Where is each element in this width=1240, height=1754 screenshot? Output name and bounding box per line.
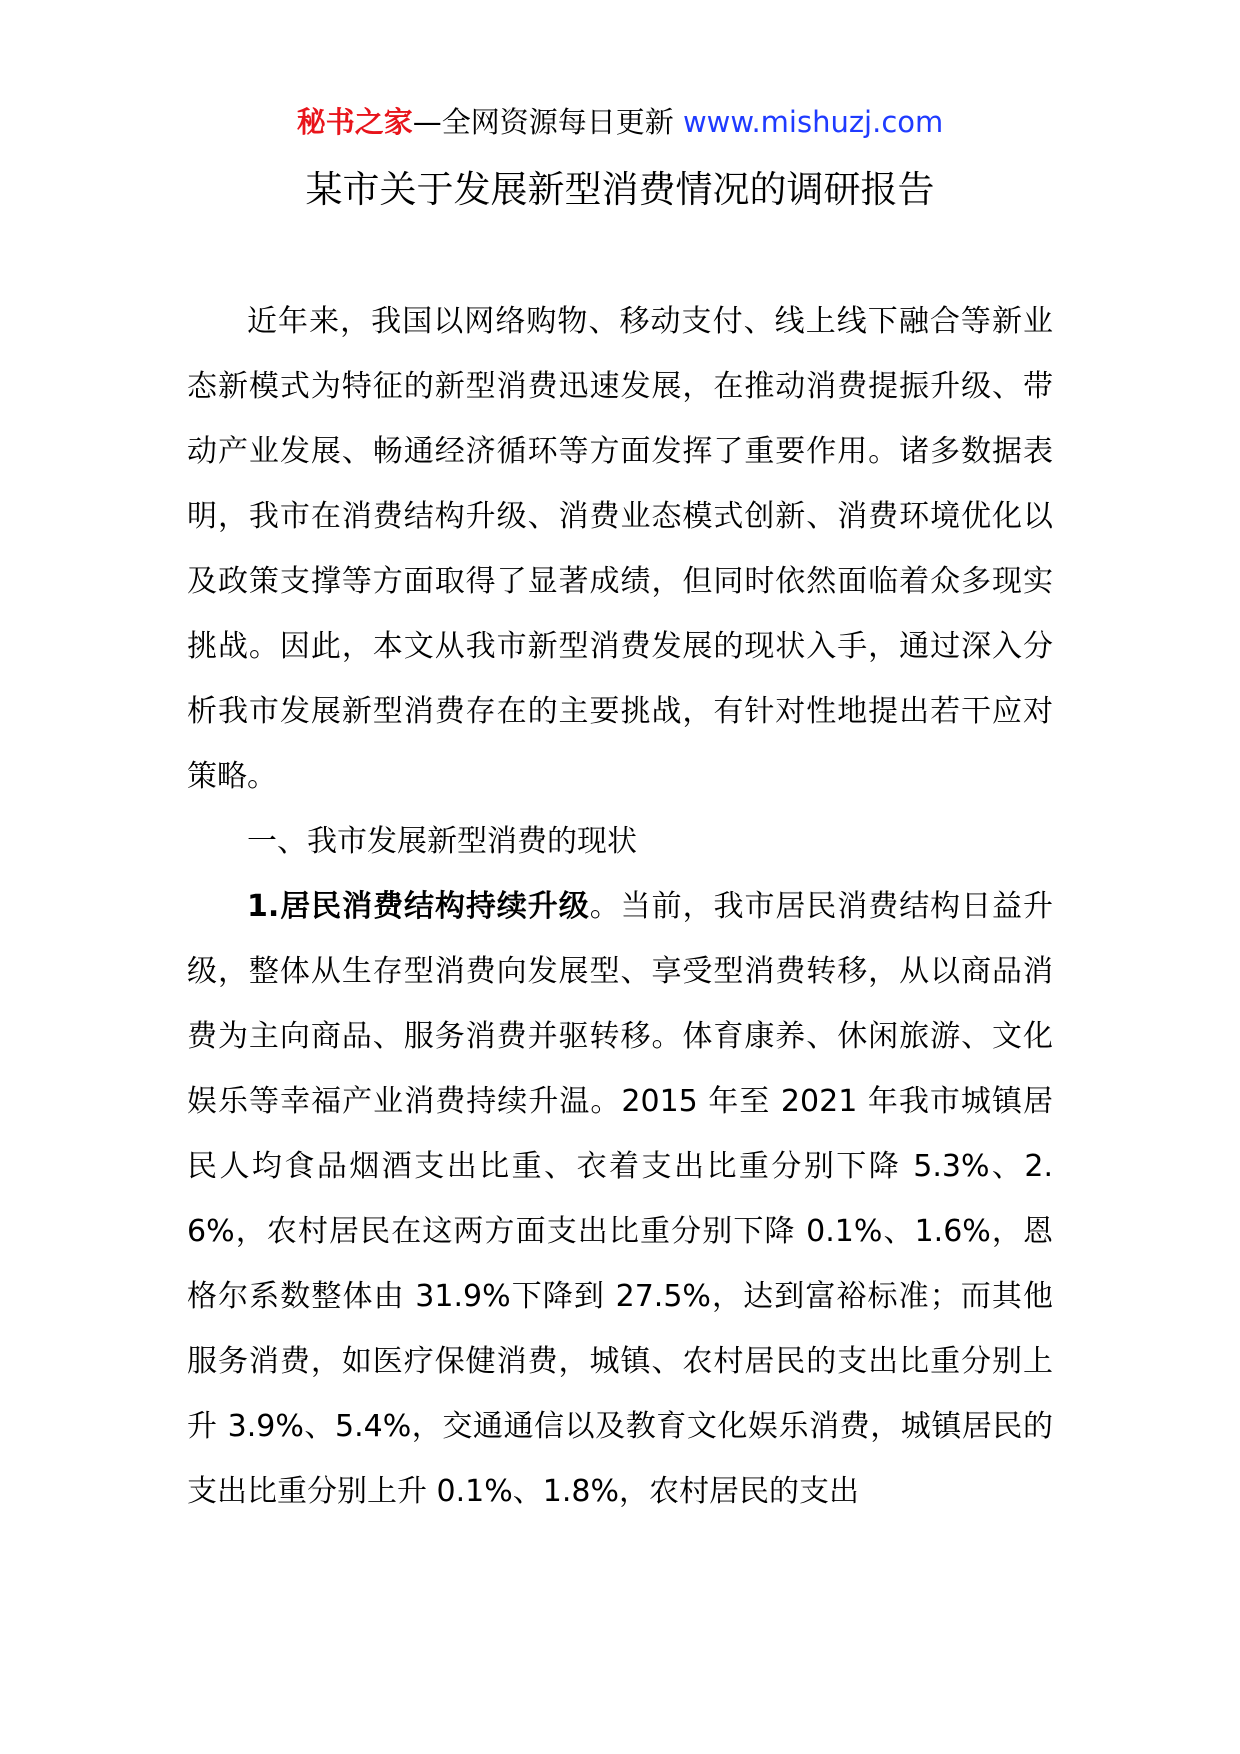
subsection-paragraph	[187, 874, 1053, 1524]
subsection-heading: 1.居民消费结构持续升级	[247, 889, 590, 924]
site-url-link[interactable]: www.mishuzj.com	[682, 105, 944, 139]
site-header	[0, 98, 1240, 146]
subsection-text: 。当前，我市居民消费结构日益升级，整体从生存型消费向发展型、享受型消费转移，从以商品消费为主向商品、服务消费并驱转移。体育康养、休闲旅游、文化娱乐等幸福产业消费持续升温。2015 年至 2021 年我市城镇居民人均食品烟酒支出比重、衣着支出比重分别下降 5.3%、2.6%，农村居民在这两方面支出比重分别下降 0.1%、1.6%，恩格尔系数整体由 31.9%下降到 27.5%，达到富裕标准；而其他服务消费，如医疗保健消费，城镇、农村居民的支出比重分别上升 3.9%、5.4%，交通通信以及教育文化娱乐消费，城镇居民的支出比重分别上升 0.1%、1.8%，农村居民的支出	[187, 889, 1054, 1509]
section-heading: 一、我市发展新型消费的现状	[247, 824, 637, 859]
site-tagline: —全网资源每日更新	[412, 105, 683, 139]
document-body	[187, 289, 1053, 1524]
document-title: 某市关于发展新型消费情况的调研报告	[305, 168, 935, 211]
site-brand: 秘书之家	[296, 105, 413, 139]
intro-paragraph: 近年来，我国以网络购物、移动支付、线上线下融合等新业态新模式为特征的新型消费迅速发展，在推动消费提振升级、带动产业发展、畅通经济循环等方面发挥了重要作用。诸多数据表明，我市在消费结构升级、消费业态模式创新、消费环境优化以及政策支撑等方面取得了显著成绩，但同时依然面临着众多现实挑战。因此，本文从我市新型消费发展的现状入手，通过深入分析我市发展新型消费存在的主要挑战，有针对性地提出若干应对策略。	[187, 304, 1053, 794]
